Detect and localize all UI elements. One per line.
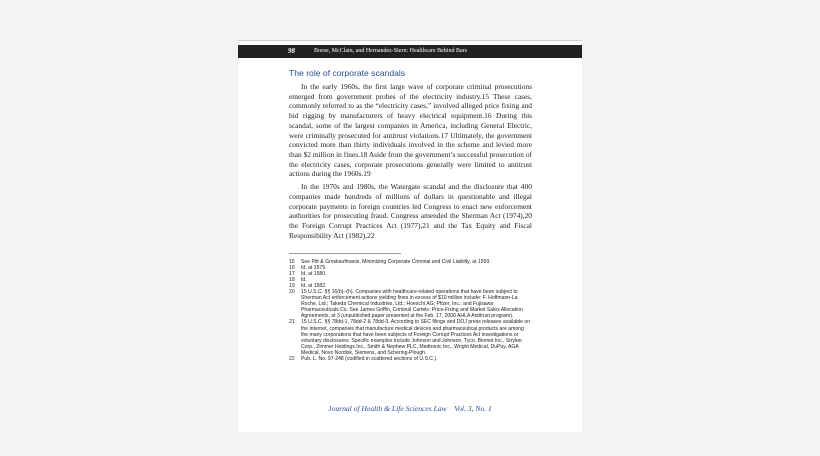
footnote-number: 16 [289, 265, 295, 272]
footnote-number: 18 [289, 277, 295, 284]
paragraph-1: In the early 1960s, the first large wave of corporate criminal prosecutions emerged from government probes of the electricity industry.15 These cases, commonly referred to as the “electricity cases,” involved alleged price fixing and bid rigging by manufacturers of heavy electrical equipment.16 During this scandal, some of the largest companies in America, including General Electric, were criminally prosecuted for antitrust violations.17 Ultimately, the government convicted more than thirty individuals involved in the scheme and levied more than $2 million in fines.18 Aside from the government’s successful prosecution of the electricity cases, corporate prosecutions generally were limited to antitrust actions during the 1960s.19 [289, 82, 532, 179]
journal-page [238, 40, 582, 432]
section-heading: The role of corporate scandals [289, 68, 406, 78]
footnote-22 [289, 356, 532, 362]
running-title: Boese, McClain, and Hernandez-Stern: Healthcare Behind Bars [314, 48, 467, 54]
footnote-number: 21 [289, 319, 295, 326]
running-header [238, 45, 582, 58]
footnote-20 [289, 289, 532, 319]
footnote-divider [289, 253, 401, 254]
body-text [289, 82, 532, 241]
footnote-text: 15 U.S.C. §§ 78dd-1, 78dd-2 & 78dd-3. According to SEC filings and DOJ press releases available on the internet, companies that manufacture medical devices and pharmaceutical products are among the many corporations that have been subjects of Foreign Corrupt Practices Act investigations or voluntary disclosures. Specific examples include Johnson and Johnson, Tyco, Biomet Inc., Stryker Corp., Zimmer Holdings Inc., Smith & Nephew PLC, Medtronic Inc., Wright Medical, DuPuy, AGA Medical, Novo Nordisk, Siemens, and Schering-Plough. [301, 319, 531, 356]
footnote-number: 20 [289, 289, 295, 296]
footnote-text: Id. at 1582. [301, 283, 327, 290]
footnote-text: Id. at 1579. [301, 265, 327, 272]
journal-footer: Journal of Health & Life Sciences Law Vol. 3, No. 1 [328, 404, 492, 413]
footnote-number: 19 [289, 283, 295, 290]
footnote-text: Id. [301, 277, 307, 284]
page-number: 98 [288, 47, 295, 55]
footnote-number: 22 [289, 355, 295, 362]
footnote-number: 17 [289, 271, 295, 278]
footnote-text: 15 U.S.C. §§ 16(b)–(h). Companies with healthcare-related operations that have been subject to Sherman Act enforcement actions yielding fines in excess of $10 million include: F. Hoffmann-La Roche, Ltd.; Takeda Chemical Industries, Ltd.; Hoescht AG; Pfizer, Inc.; and Fujisawa Pharmaceuticals Co. See James Griffin, Criminal Cartels: Price-Fixing and Market Sales Allocation Agreements, at 3 (unpublished paper presented at the Feb. 17, 2000 AHLA Antitrust program). [301, 289, 523, 320]
footnote-text: See Pitt & Groskaufmanis, Minimizing Corporate Criminal and Civil Liability, at 1559. [301, 259, 491, 265]
footnote-text: Pub. L. No. 97-248 (codified in scattered sections of U.S.C.). [301, 355, 438, 362]
top-divider [238, 40, 582, 41]
footnote-text: Id. at 1580. [301, 271, 327, 278]
footnote-number: 15 [289, 259, 295, 265]
footnotes [289, 259, 532, 362]
footnote-21 [289, 319, 532, 355]
paragraph-2: In the 1970s and 1980s, the Watergate scandal and the disclosure that 400 companies made hundreds of millions of dollars in questionable and illegal corporate payments in foreign countries led Congress to enact new enforcement authorities for prosecuting fraud. Congress amended the Sherman Act (1974),20 the Foreign Corrupt Practices Act (1977),21 and the Tax Equity and Fiscal Responsibility Act (1982),22 [289, 182, 532, 240]
